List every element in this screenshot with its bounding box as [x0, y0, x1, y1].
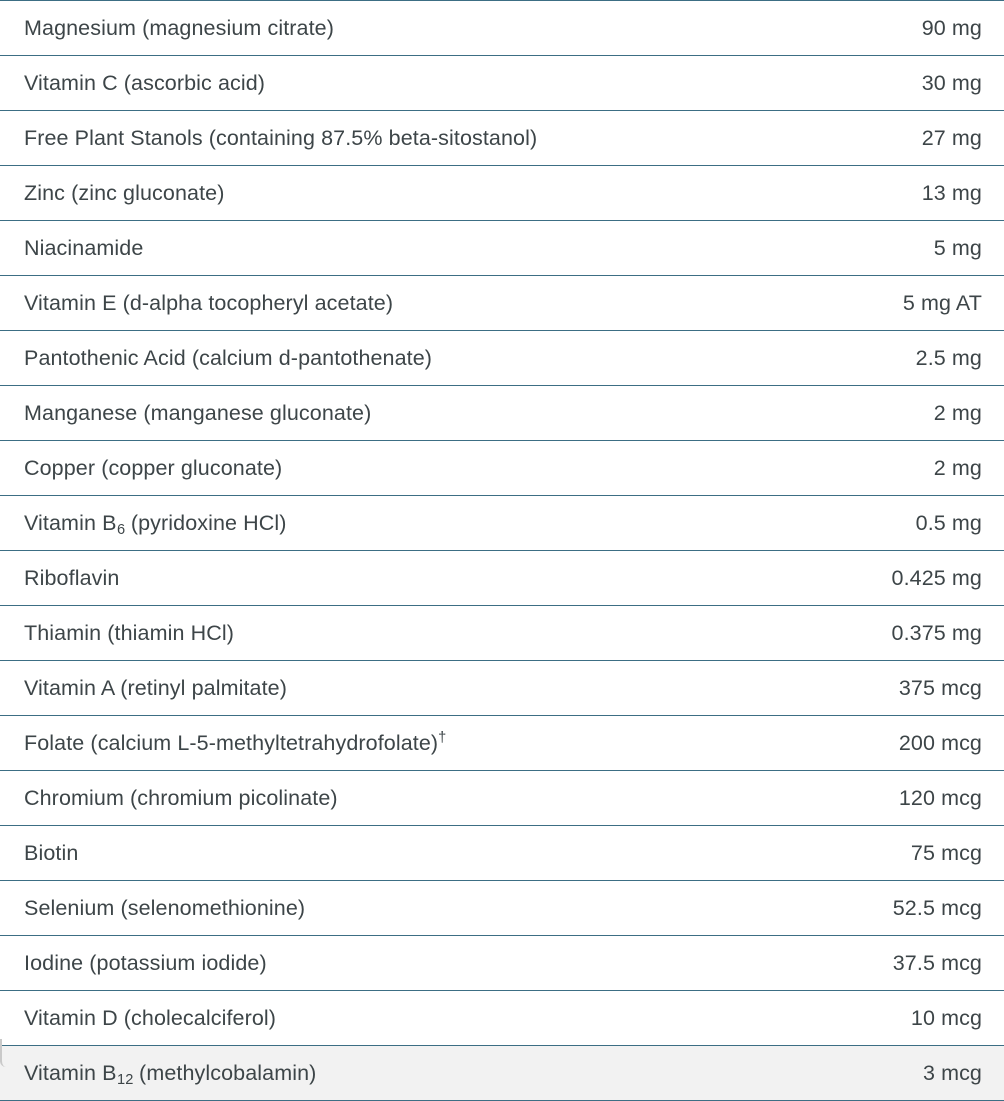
table-row	[0, 111, 1004, 166]
corner-bracket-decoration	[0, 1039, 12, 1067]
ingredient-name: Copper (copper gluconate)	[24, 455, 283, 480]
ingredient-name: Vitamin A (retinyl palmitate)	[24, 675, 287, 700]
ingredient-amount: 0.375 mg	[891, 620, 982, 645]
ingredient-amount: 2 mg	[933, 400, 982, 425]
ingredient-amount: 200 mcg	[898, 730, 982, 755]
ingredient-name: Vitamin $B_{12}$ (methylcobalamin)	[24, 1060, 317, 1088]
table-row	[0, 56, 1004, 111]
ingredient-amount: 0.5 mg	[915, 510, 982, 535]
ingredient-name: Thiamin (thiamin HCl)	[24, 620, 234, 645]
table-row	[0, 386, 1004, 441]
table-row	[0, 331, 1004, 386]
ingredient-name: Magnesium (magnesium citrate)	[24, 15, 334, 40]
ingredient-amount: 5 mg	[933, 235, 982, 260]
table-row	[0, 936, 1004, 991]
ingredient-name: Manganese (manganese gluconate)	[24, 400, 372, 425]
ingredient-amount: 0.425 mg	[891, 565, 982, 590]
ingredient-name: Vitamin $B_6$ (pyridoxine HCl)	[24, 510, 287, 538]
ingredient-name: Folate (calcium L-5-methyltetrahydrofolate)†	[24, 729, 447, 755]
ingredient-amount: 27 mg	[921, 125, 982, 150]
table-row	[0, 166, 1004, 221]
ingredient-amount: 30 mg	[921, 70, 982, 95]
ingredient-name: Niacinamide	[24, 235, 144, 260]
ingredient-amount: 2.5 mg	[915, 345, 982, 370]
ingredient-amount: 5 mg AT	[902, 290, 982, 315]
ingredient-name: Vitamin C (ascorbic acid)	[24, 70, 266, 95]
table-row	[0, 1, 1004, 56]
ingredient-amount: 37.5 mcg	[892, 950, 982, 975]
ingredient-name: Vitamin D (cholecalciferol)	[24, 1005, 277, 1030]
ingredient-amount: 90 mg	[921, 15, 982, 40]
table-row	[0, 1046, 1004, 1101]
ingredient-amount: 3 mcg	[922, 1060, 982, 1085]
table-row	[0, 661, 1004, 716]
table-row	[0, 221, 1004, 276]
ingredient-name: Biotin	[24, 840, 79, 865]
ingredient-amount: 75 mcg	[910, 840, 982, 865]
ingredient-amount: 375 mcg	[898, 675, 982, 700]
table-row	[0, 881, 1004, 936]
table-row	[0, 826, 1004, 881]
table-row	[0, 551, 1004, 606]
table-row	[0, 606, 1004, 661]
ingredient-amount: 10 mcg	[910, 1005, 982, 1030]
ingredient-amount: 2 mg	[933, 455, 982, 480]
ingredient-name: Free Plant Stanols (containing 87.5% beta-sitostanol)	[24, 125, 538, 150]
ingredient-name: Vitamin E (d-alpha tocopheryl acetate)	[24, 290, 394, 315]
ingredient-amount: 13 mg	[921, 180, 982, 205]
ingredient-name: Iodine (potassium iodide)	[24, 950, 267, 975]
table-row	[0, 991, 1004, 1046]
table-row	[0, 441, 1004, 496]
ingredient-table-body	[0, 1, 1004, 1101]
table-row	[0, 771, 1004, 826]
ingredient-name: Selenium (selenomethionine)	[24, 895, 306, 920]
ingredient-amount: 120 mcg	[898, 785, 982, 810]
ingredient-name: Riboflavin	[24, 565, 120, 590]
ingredient-name: Pantothenic Acid (calcium d-pantothenate)	[24, 345, 433, 370]
table-row	[0, 716, 1004, 771]
ingredient-name: Zinc (zinc gluconate)	[24, 180, 225, 205]
ingredient-amount: 52.5 mcg	[892, 895, 982, 920]
ingredient-name: Chromium (chromium picolinate)	[24, 785, 338, 810]
table-row	[0, 496, 1004, 551]
table-row	[0, 276, 1004, 331]
